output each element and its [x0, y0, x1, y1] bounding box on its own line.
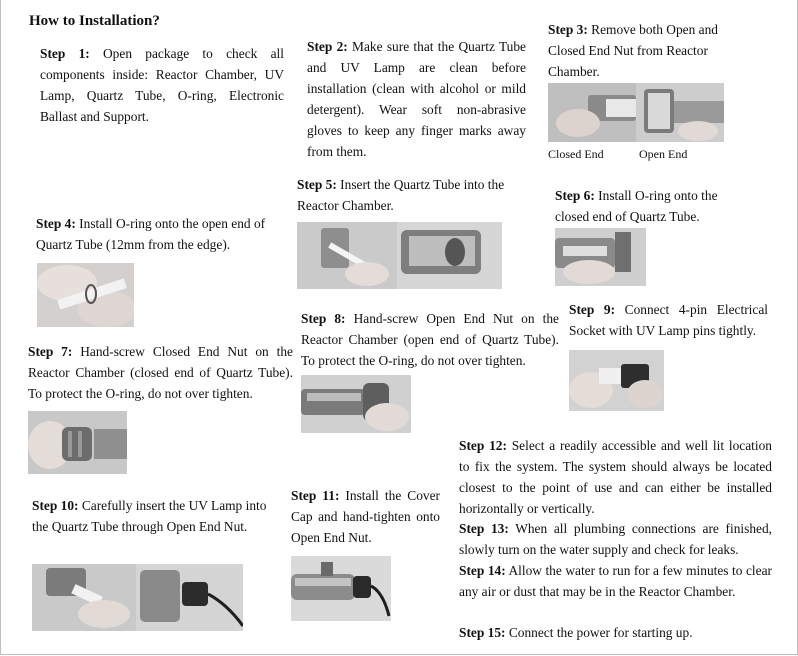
- step-2-label: Step 2:: [307, 39, 348, 54]
- step-5-photo: [297, 222, 502, 289]
- step-14: [459, 560, 772, 602]
- step-11-photo: [291, 556, 391, 621]
- step-15-label: Step 15:: [459, 625, 506, 640]
- step-3-label: Step 3:: [548, 22, 588, 37]
- step-13-text: When all plumbing connections are finished, slowly turn on the water supply and check for leaks.: [459, 521, 773, 557]
- step-13: [459, 518, 772, 560]
- step-6: [555, 185, 755, 227]
- step-4-text: Install O-ring onto the open end of Quartz Tube (12mm from the edge).: [36, 216, 266, 252]
- step-12-text: Select a readily accessible and well lit location to fix the system. The system should always be located closest to the point of use and can either be installed horizontally or vertically.: [459, 438, 772, 516]
- step-8: [301, 308, 559, 371]
- step-7-photo: [28, 411, 127, 474]
- step-10: [32, 495, 272, 537]
- open-end-caption: Open End: [639, 147, 688, 161]
- step-9-photo: [569, 350, 664, 411]
- step-11-label: Step 11:: [291, 488, 340, 503]
- step-11-text: Install the Cover Cap and hand-tighten onto Open End Nut.: [291, 488, 440, 545]
- step-6-label: Step 6:: [555, 188, 595, 203]
- step-8-photo: [301, 375, 411, 433]
- step-14-label: Step 14:: [459, 563, 506, 578]
- step-15: [459, 622, 772, 643]
- step-8-label: Step 8:: [301, 311, 346, 326]
- step-7-text: Hand-screw Closed End Nut on the Reactor Chamber (closed end of Quartz Tube). To protect the O-ring, do not over tighten.: [28, 344, 293, 401]
- step-5-label: Step 5:: [297, 177, 337, 192]
- step-10-text: Carefully insert the UV Lamp into the Quartz Tube through Open End Nut.: [32, 498, 267, 534]
- step-2: [307, 36, 526, 162]
- step-15-text: Connect the power for starting up.: [505, 625, 693, 640]
- step-11: [291, 485, 440, 548]
- step-4: [36, 213, 276, 255]
- step-5: [297, 174, 527, 216]
- closed-end-caption: Closed End: [548, 147, 604, 161]
- step-3-photo: [548, 83, 724, 142]
- step-9-label: Step 9:: [569, 302, 616, 317]
- step-1: [40, 43, 284, 127]
- step-13-label: Step 13:: [459, 521, 509, 536]
- step-9: [569, 299, 768, 341]
- step-4-label: Step 4:: [36, 216, 76, 231]
- step-1-label: Step 1:: [40, 46, 90, 61]
- step-8-text: Hand-screw Open End Nut on the Reactor Chamber (open end of Quartz Tube). To protect the O-ring, do not over tighten.: [301, 311, 559, 368]
- step-5-text: Insert the Quartz Tube into the Reactor Chamber.: [297, 177, 505, 213]
- step-4-photo: [37, 263, 134, 327]
- step-9-text: Connect 4-pin Electrical Socket with UV Lamp pins tightly.: [569, 302, 768, 338]
- step-6-photo: [555, 228, 646, 286]
- step-14-text: Allow the water to run for a few minutes to clear any air or dust that may be in the Reactor Chamber.: [459, 563, 772, 599]
- step-7: [28, 341, 293, 404]
- step-7-label: Step 7:: [28, 344, 73, 359]
- step-3: [548, 19, 733, 82]
- page-title: How to Installation?: [29, 13, 160, 29]
- step-1-text: Open package to check all components inside: Reactor Chamber, UV Lamp, Quartz Tube, O-ring, Electronic Ballast and Support.: [40, 46, 284, 124]
- step-12: [459, 435, 772, 519]
- step-6-text: Install O-ring onto the closed end of Quartz Tube.: [555, 188, 718, 224]
- step-12-label: Step 12:: [459, 438, 507, 453]
- step-2-text: Make sure that the Quartz Tube and UV Lamp are clean before installation (clean with alcohol or mild detergent). Wear soft non-abrasive gloves to keep any finger marks away from them.: [307, 39, 526, 159]
- step-3-text: Remove both Open and Closed End Nut from Reactor Chamber.: [548, 22, 718, 79]
- step-10-photo: [32, 564, 243, 631]
- step-10-label: Step 10:: [32, 498, 79, 513]
